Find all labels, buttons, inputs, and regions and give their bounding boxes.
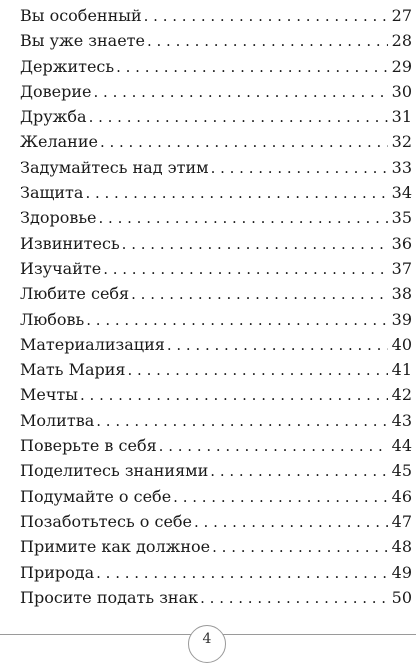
toc-entry-title: Здоровье bbox=[20, 208, 97, 228]
toc-dot-leader bbox=[212, 535, 388, 560]
toc-entry bbox=[20, 3, 412, 28]
toc-entry-page: 29 bbox=[391, 56, 412, 76]
toc-entry-page: 43 bbox=[391, 410, 412, 430]
toc-entry-page: 50 bbox=[391, 587, 412, 607]
toc-entry bbox=[20, 307, 412, 332]
toc-entry-page: 38 bbox=[391, 284, 412, 304]
toc-entry-page: 41 bbox=[391, 360, 412, 380]
toc-dot-leader bbox=[89, 105, 388, 130]
toc-entry-page: 30 bbox=[391, 81, 412, 101]
toc-entry-title: Природа bbox=[20, 562, 95, 582]
toc-entry-page: 31 bbox=[391, 107, 412, 127]
toc-entry-title: Извинитесь bbox=[20, 233, 120, 253]
toc-entry-page: 40 bbox=[391, 334, 412, 354]
toc-entry bbox=[20, 256, 412, 281]
toc-dot-leader bbox=[147, 29, 388, 54]
toc-entry-title: Мать Мария bbox=[20, 360, 126, 380]
toc-entry-page: 47 bbox=[391, 511, 412, 531]
toc-entry bbox=[20, 433, 412, 458]
toc-entry bbox=[20, 382, 412, 407]
toc-entry bbox=[20, 484, 412, 509]
toc-entry bbox=[20, 104, 412, 129]
toc-entry-title: Поделитесь знаниями bbox=[20, 461, 209, 481]
toc-dot-leader bbox=[103, 257, 388, 282]
toc-entry bbox=[20, 585, 412, 610]
page-number-badge bbox=[188, 625, 226, 663]
toc-dot-leader bbox=[194, 510, 388, 535]
toc-entry bbox=[20, 231, 412, 256]
toc-entry-page: 36 bbox=[391, 233, 412, 253]
toc-entry bbox=[20, 509, 412, 534]
toc-entry bbox=[20, 560, 412, 585]
toc-entry-title: Любите себя bbox=[20, 284, 130, 304]
toc-entry bbox=[20, 332, 412, 357]
toc-entry-page: 32 bbox=[391, 132, 412, 152]
toc-dot-leader bbox=[128, 358, 389, 383]
toc-dot-leader bbox=[159, 434, 388, 459]
toc-entry-title: Поверьте в себя bbox=[20, 436, 157, 456]
toc-entry bbox=[20, 180, 412, 205]
toc-dot-leader bbox=[131, 282, 388, 307]
toc-entry-title: Изучайте bbox=[20, 258, 102, 278]
toc-entry bbox=[20, 129, 412, 154]
toc-entry bbox=[20, 534, 412, 559]
toc-dot-leader bbox=[86, 308, 388, 333]
toc-entry-page: 49 bbox=[391, 562, 412, 582]
toc-entry-page: 45 bbox=[391, 461, 412, 481]
table-of-contents bbox=[20, 3, 412, 610]
toc-entry-title: Молитва bbox=[20, 410, 95, 430]
toc-dot-leader bbox=[116, 55, 388, 80]
toc-dot-leader bbox=[80, 383, 388, 408]
toc-dot-leader bbox=[122, 232, 388, 257]
toc-entry bbox=[20, 458, 412, 483]
toc-entry bbox=[20, 205, 412, 230]
toc-entry-title: Позаботьтесь о себе bbox=[20, 511, 193, 531]
toc-entry-page: 42 bbox=[391, 385, 412, 405]
toc-entry bbox=[20, 28, 412, 53]
toc-dot-leader bbox=[173, 485, 388, 510]
toc-entry-title: Подумайте о себе bbox=[20, 486, 172, 506]
toc-entry-title: Держитесь bbox=[20, 56, 115, 76]
toc-dot-leader bbox=[210, 459, 388, 484]
toc-entry-page: 48 bbox=[391, 537, 412, 557]
page-number: 4 bbox=[202, 631, 212, 647]
toc-entry-page: 39 bbox=[391, 309, 412, 329]
toc-dot-leader bbox=[200, 586, 388, 611]
toc-dot-leader bbox=[85, 181, 388, 206]
toc-entry-title: Просите подать знак bbox=[20, 587, 199, 607]
toc-dot-leader bbox=[144, 4, 388, 29]
toc-entry-title: Дружба bbox=[20, 107, 87, 127]
toc-dot-leader bbox=[167, 333, 388, 358]
toc-entry-page: 34 bbox=[391, 183, 412, 203]
toc-dot-leader bbox=[211, 156, 388, 181]
toc-entry-title: Задумайтесь над этим bbox=[20, 157, 209, 177]
toc-entry bbox=[20, 281, 412, 306]
toc-dot-leader bbox=[96, 409, 388, 434]
toc-entry bbox=[20, 79, 412, 104]
toc-entry-title: Любовь bbox=[20, 309, 85, 329]
toc-entry-page: 27 bbox=[391, 6, 412, 25]
toc-entry-page: 44 bbox=[391, 436, 412, 456]
toc-entry-title: Мечты bbox=[20, 385, 79, 405]
toc-entry-page: 33 bbox=[391, 157, 412, 177]
toc-entry-title: Вы особенный bbox=[20, 6, 142, 25]
toc-entry-title: Материализация bbox=[20, 334, 165, 354]
toc-entry-title: Доверие bbox=[20, 81, 92, 101]
toc-dot-leader bbox=[99, 206, 388, 231]
toc-dot-leader bbox=[100, 130, 388, 155]
toc-entry-title: Желание bbox=[20, 132, 98, 152]
toc-dot-leader bbox=[94, 80, 389, 105]
toc-entry-title: Защита bbox=[20, 183, 84, 203]
toc-entry-page: 37 bbox=[391, 258, 412, 278]
toc-entry bbox=[20, 54, 412, 79]
toc-entry bbox=[20, 155, 412, 180]
toc-entry-page: 35 bbox=[391, 208, 412, 228]
toc-entry-page: 46 bbox=[391, 486, 412, 506]
toc-entry bbox=[20, 357, 412, 382]
toc-entry bbox=[20, 408, 412, 433]
toc-entry-page: 28 bbox=[391, 31, 412, 51]
toc-dot-leader bbox=[96, 561, 388, 586]
toc-entry-title: Примите как должное bbox=[20, 537, 211, 557]
toc-entry-title: Вы уже знаете bbox=[20, 31, 145, 51]
